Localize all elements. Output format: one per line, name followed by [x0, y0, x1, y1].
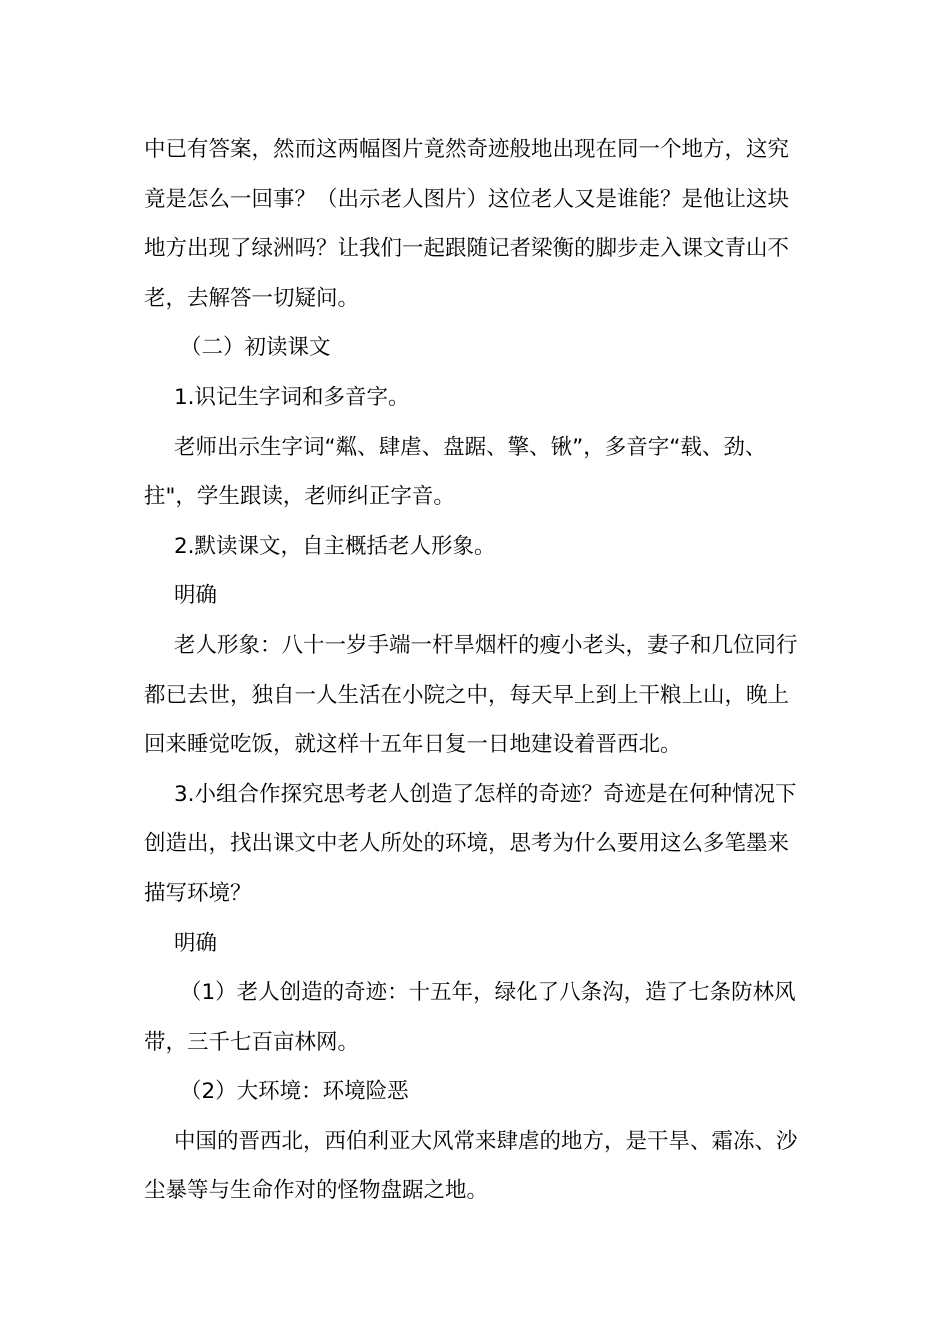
step-2-heading: 2.默读课文，自主概括老人形象。: [174, 533, 496, 559]
paragraph-miracle: （1）老人创造的奇迹：十五年，绿化了八条沟，造了七条防林风带，三千七百亩林网。: [144, 980, 796, 1055]
step-3-heading: 3.小组合作探究思考老人创造了怎样的奇迹？奇迹是在何种情况下创造出，找出课文中老人所处的环境，思考为什么要用这么多笔墨来描写环境？: [144, 781, 797, 906]
section-heading-first-reading: （二）初读课文: [180, 335, 331, 361]
label-clarify-2: 明确: [174, 930, 218, 956]
document-body: [144, 125, 808, 1216]
paragraph-old-man-image: 老人形象：八十一岁手端一杆旱烟杆的瘦小老头，妻子和几位同行都已去世，独自一人生活在小院之中，每天早上到上干粮上山，晚上回来睡觉吃饭，就这样十五年日复一日地建设着晋西北。: [144, 632, 798, 758]
step-1-heading: 1.识记生字词和多音字。: [174, 384, 410, 410]
label-clarify-1: 明确: [174, 583, 218, 609]
paragraph-environment-heading: （2）大环境：环境险恶: [180, 1079, 409, 1105]
paragraph-environment: 中国的晋西北，西伯利亚大风常来肆虐的地方，是干旱、霜冻、沙尘暴等与生命作对的怪物盘踞之地。: [144, 1128, 798, 1204]
paragraph-new-words: 老师出示生字词“粼、肆虐、盘踞、擎、锹”，多音字“载、劲、拄"，学生跟读，老师纠正字音。: [144, 434, 767, 510]
paragraph-intro-continuation: 中已有答案，然而这两幅图片竟然奇迹般地出现在同一个地方，这究竟是怎么一回事？（出示老人图片）这位老人又是谁能？是他让这块地方出现了绿洲吗？让我们一起跟随记者梁衡的脚步走入课文青山不老，去解答一切疑问。: [144, 137, 790, 311]
